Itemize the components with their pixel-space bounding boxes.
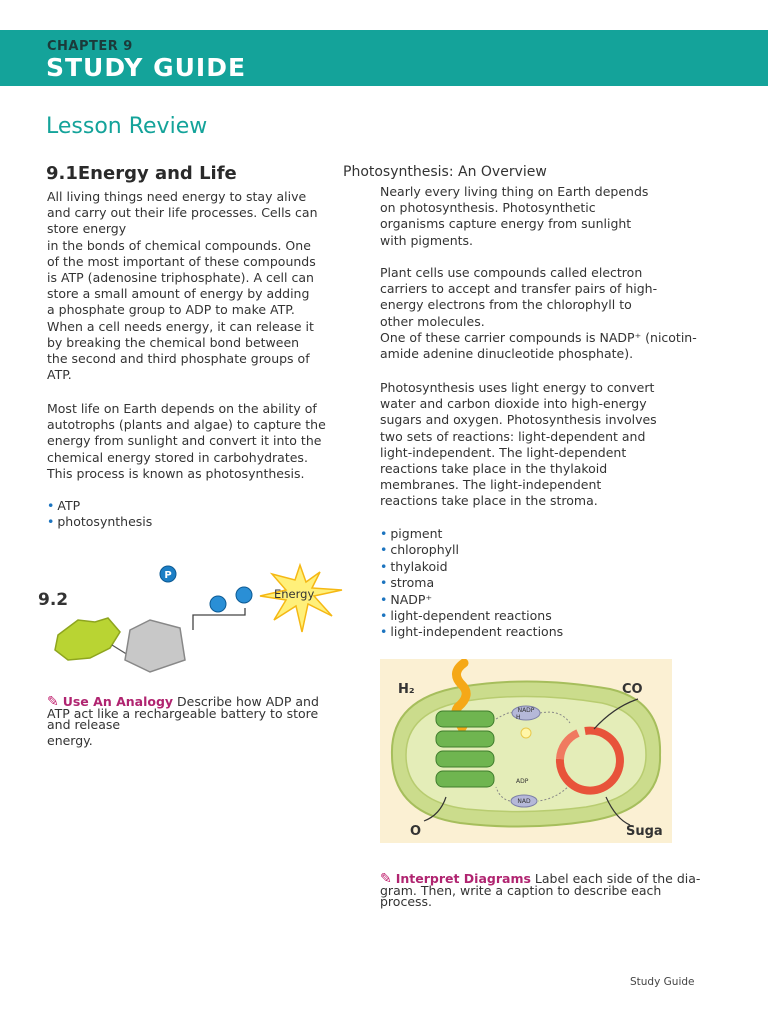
- lesson-review-heading: Lesson Review: [46, 114, 208, 139]
- page-footer: Study Guide: [630, 976, 695, 988]
- term-item: • chlorophyll: [380, 542, 460, 558]
- thylakoid-disc: [436, 751, 494, 767]
- overview-paragraph-3: Photosynthesis uses light energy to convert water and carbon dioxide into high-energy sugars and oxygen. Photosynthesis involves two sets of reactions: light-dependent and light-independent. The light-dependent reactions take place in the thylakoid membranes. The light-independent reactions take place in the stroma.: [380, 380, 657, 509]
- section-9-1-title: 9.1Energy and Life: [46, 163, 237, 184]
- question-lead: Interpret Diagrams: [395, 871, 531, 886]
- analogy-question-end: energy.: [47, 733, 93, 748]
- phosphate-label: P: [164, 570, 172, 581]
- energy-label: Energy: [274, 587, 315, 601]
- thylakoid-disc: [436, 771, 494, 787]
- overview-paragraph-2: Plant cells use compounds called electron carriers to accept and transfer pairs of high- energy electrons from the chlorophyll to other molecules. One of these carrier compounds is NADP⁺ (nicotin- amide adenine dinucleotide phosphate).: [380, 265, 697, 362]
- energy-spark-icon: [521, 728, 531, 738]
- section-9-1-paragraph-2: Most life on Earth depends on the ability of autotrophs (plants and algae) to capture the energy from sunlight and convert it into the chemical energy stored in carbohydrates. This process is known as photosynthesis.: [47, 401, 326, 481]
- phosphate-circle: [236, 587, 252, 603]
- term-item: • stroma: [380, 575, 435, 591]
- thylakoid-disc: [436, 731, 494, 747]
- term-item: • light-dependent reactions: [380, 608, 552, 624]
- nadph-h-label: H: [516, 714, 521, 721]
- term-item: • ATP: [47, 498, 81, 513]
- overview-title: Photosynthesis: An Overview: [343, 164, 547, 180]
- term-item: • NADP⁺: [380, 591, 433, 607]
- term-item: • thylakoid: [380, 558, 448, 574]
- overview-term-list: [380, 526, 563, 641]
- o2-label: O: [410, 824, 422, 839]
- pencil-icon: ✎: [380, 871, 392, 887]
- ribose-sugar-shape: [125, 620, 185, 672]
- pencil-icon: ✎: [47, 694, 59, 710]
- phosphate-circle: [210, 596, 226, 612]
- adenine-base-shape: [55, 618, 120, 660]
- analogy-question: ✎ Use An Analogy Describe how ADP and ATP act like a rechargeable battery to store and release: [47, 694, 319, 732]
- sugar-label: Suga: [626, 824, 663, 839]
- section-9-2-number: 9.2: [38, 590, 69, 610]
- overview-paragraph-1: Nearly every living thing on Earth depends on photosynthesis. Photosynthetic organisms capture energy from sunlight with pigments.: [380, 184, 649, 248]
- co2-label: CO: [622, 682, 643, 697]
- question-lead: Use An Analogy: [62, 694, 174, 709]
- section-9-1-paragraph-1: All living things need energy to stay alive and carry out their life processes. Cells can store energy in the bonds of chemical compounds. One of the most important of these compounds is ATP (adenosine triphosphate). A cell can store a small amount of energy by adding a phosphate group to ADP to make ATP. When a cell needs energy, it can release it by breaking the chemical bond between the second and third phosphate groups of ATP.: [47, 189, 318, 383]
- chloroplast-diagram: [380, 659, 672, 843]
- study-guide-title: STUDY GUIDE: [46, 53, 247, 82]
- adp-label: ADP: [516, 778, 529, 785]
- chapter-label: CHAPTER 9: [47, 39, 133, 54]
- term-item: • pigment: [380, 526, 443, 541]
- interpret-diagrams-question: ✎ Interpret Diagrams Label each side of the dia- gram. Then, write a caption to describe each process.: [380, 871, 701, 909]
- h2-label: H₂: [398, 682, 415, 697]
- atp-adp-diagram: [50, 560, 350, 680]
- nad-label: NAD: [517, 798, 531, 805]
- section-9-1-term-list: [47, 498, 152, 531]
- term-item: • light-independent reactions: [380, 624, 564, 640]
- thylakoid-disc: [436, 711, 494, 727]
- term-item: • photosynthesis: [47, 514, 153, 530]
- nadph-label: NADP: [517, 707, 535, 714]
